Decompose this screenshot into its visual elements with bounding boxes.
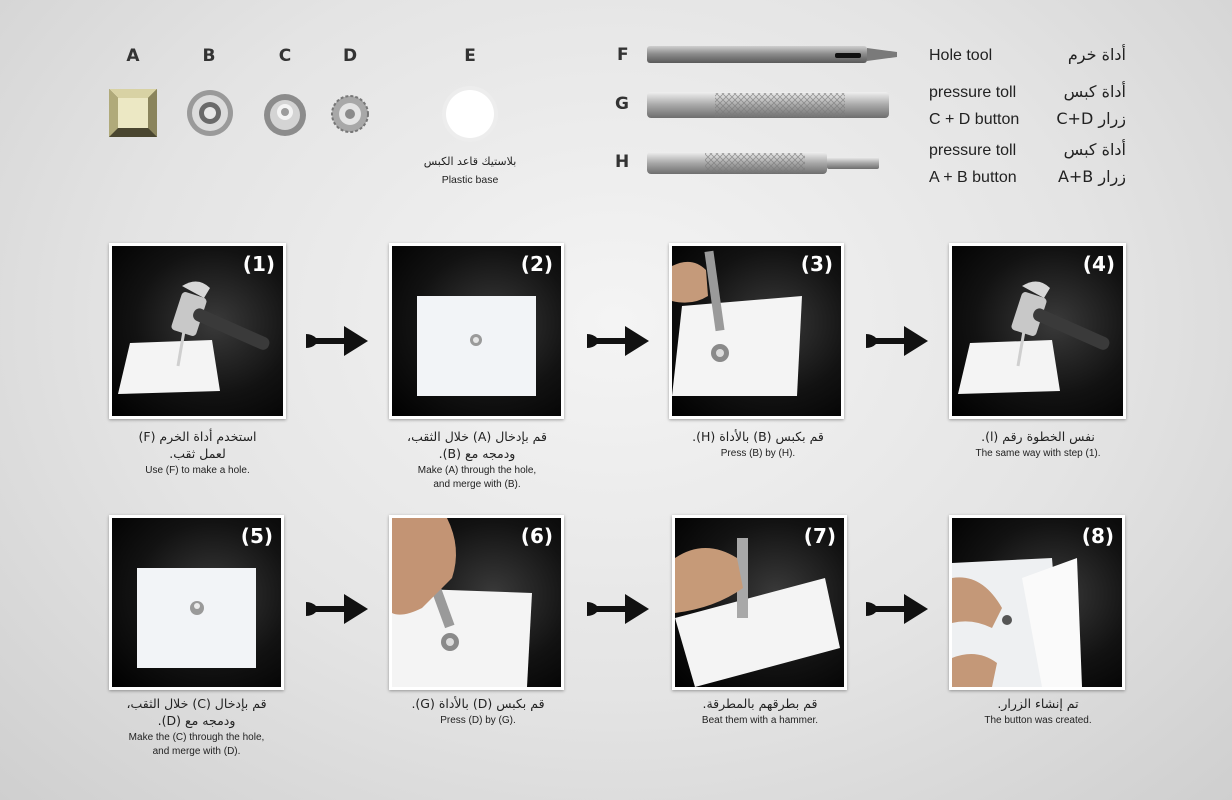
arrow-right-icon: [306, 324, 370, 358]
tool-h-sublabel-ar: زرار A+B: [1057, 167, 1126, 186]
part-d-image: [330, 94, 370, 134]
step-6-caption: [368, 695, 588, 728]
tool-h-label-ar: أداة كبس: [1063, 140, 1126, 159]
part-e-label-ar: بلاستيك قاعد الكبس: [423, 155, 517, 168]
part-letter-b: B: [202, 46, 216, 66]
tool-f-label-ar: أداة خرم: [1067, 45, 1126, 64]
arrow-right-icon: [587, 592, 651, 626]
pressure-tool-h-image: [645, 148, 885, 178]
arrow-right-icon: [866, 592, 930, 626]
tool-g-label-ar: أداة كبس: [1063, 82, 1126, 101]
step-1-text-ar-1: استخدم أداة الخرم (F): [138, 429, 257, 444]
pressure-tool-g-image: [645, 88, 895, 122]
part-letter-c: C: [278, 46, 292, 66]
step-2-text-ar-1: قم بإدخال (A) خلال الثقب،: [407, 429, 547, 444]
step-8-number: (8): [1081, 524, 1114, 548]
step-3-text-en-1: Press (B) by (H).: [720, 448, 796, 459]
step-7-number: (7): [803, 524, 836, 548]
part-e-label-en: Plastic base: [441, 174, 499, 186]
part-letter-d: D: [342, 46, 358, 66]
step-8-text-en-1: The button was created.: [984, 715, 1092, 726]
part-letter-e: E: [464, 46, 476, 66]
step-2-text-en-2: and merge with (B).: [433, 479, 521, 490]
arrow-right-icon: [866, 324, 930, 358]
step-3-caption: [648, 428, 868, 461]
tool-h-label-en: pressure toll: [929, 142, 1017, 159]
step-3-photo: [669, 243, 844, 419]
step-5-text-en-1: Make the (C) through the hole,: [128, 732, 265, 743]
step-5-text-ar-1: قم بإدخال (C) خلال الثقب،: [126, 696, 267, 711]
step-7-caption: [650, 695, 870, 728]
tool-g-sublabel-ar: زرار C+D: [1056, 109, 1126, 128]
step-2-number: (2): [520, 252, 553, 276]
step-3-text-ar-1: قم بكبس (B) بالأداة (H).: [692, 429, 824, 444]
step-1-text-en-1: Use (F) to make a hole.: [145, 465, 250, 476]
step-7-text-en-1: Beat them with a hammer.: [701, 715, 819, 726]
step-2-text-en-1: Make (A) through the hole,: [417, 465, 537, 476]
step-4-number: (4): [1082, 252, 1115, 276]
step-6-photo: [389, 515, 564, 690]
tool-g-sublabel-en: C + D button: [929, 111, 1020, 128]
step-1-text-ar-2: لعمل ثقب.: [169, 446, 226, 461]
step-1-caption: [90, 428, 305, 478]
step-3-number: (3): [800, 252, 833, 276]
part-e-image: [440, 84, 500, 144]
tool-letter-f: F: [617, 45, 629, 65]
step-6-number: (6): [520, 524, 553, 548]
step-4-text-en-1: The same way with step (1).: [975, 448, 1101, 459]
step-5-text-en-2: and merge with (D).: [152, 746, 241, 757]
step-4-photo: [949, 243, 1126, 419]
hole-tool-image: [645, 43, 900, 67]
part-c-image: [262, 92, 308, 138]
step-5-number: (5): [240, 524, 273, 548]
step-7-text-ar-1: قم بطرقهم بالمطرقة.: [702, 696, 818, 711]
tool-g-label-en: pressure toll: [929, 84, 1017, 101]
step-2-photo: [389, 243, 564, 419]
step-7-photo: [672, 515, 847, 690]
step-5-text-ar-2: ودمجه مع (D).: [157, 713, 236, 728]
part-letter-a: A: [126, 46, 140, 66]
tool-f-label-en: Hole tool: [929, 47, 993, 64]
tool-letter-g: G: [615, 94, 629, 114]
step-5-photo: [109, 515, 284, 690]
arrow-right-icon: [587, 324, 651, 358]
step-6-text-en-1: Press (D) by (G).: [440, 715, 516, 726]
step-1-number: (1): [242, 252, 275, 276]
step-2-text-ar-2: ودمجه مع (B).: [438, 446, 516, 461]
tool-letter-h: H: [615, 152, 630, 172]
arrow-right-icon: [306, 592, 370, 626]
step-4-text-ar-1: نفس الخطوة رقم (ا).: [981, 429, 1095, 444]
step-5-caption: [84, 695, 309, 759]
part-b-image: [185, 88, 235, 138]
part-a-image: [108, 88, 158, 138]
step-6-text-ar-1: قم بكبس (D) بالأداة (G).: [411, 696, 545, 711]
step-4-caption: [928, 428, 1148, 461]
step-1-photo: [109, 243, 286, 419]
step-8-caption: [928, 695, 1148, 728]
step-8-text-ar-1: تم إنشاء الزرار.: [997, 696, 1079, 711]
tool-h-sublabel-en: A + B button: [929, 169, 1017, 186]
step-8-photo: [949, 515, 1125, 690]
step-2-caption: [362, 428, 592, 492]
